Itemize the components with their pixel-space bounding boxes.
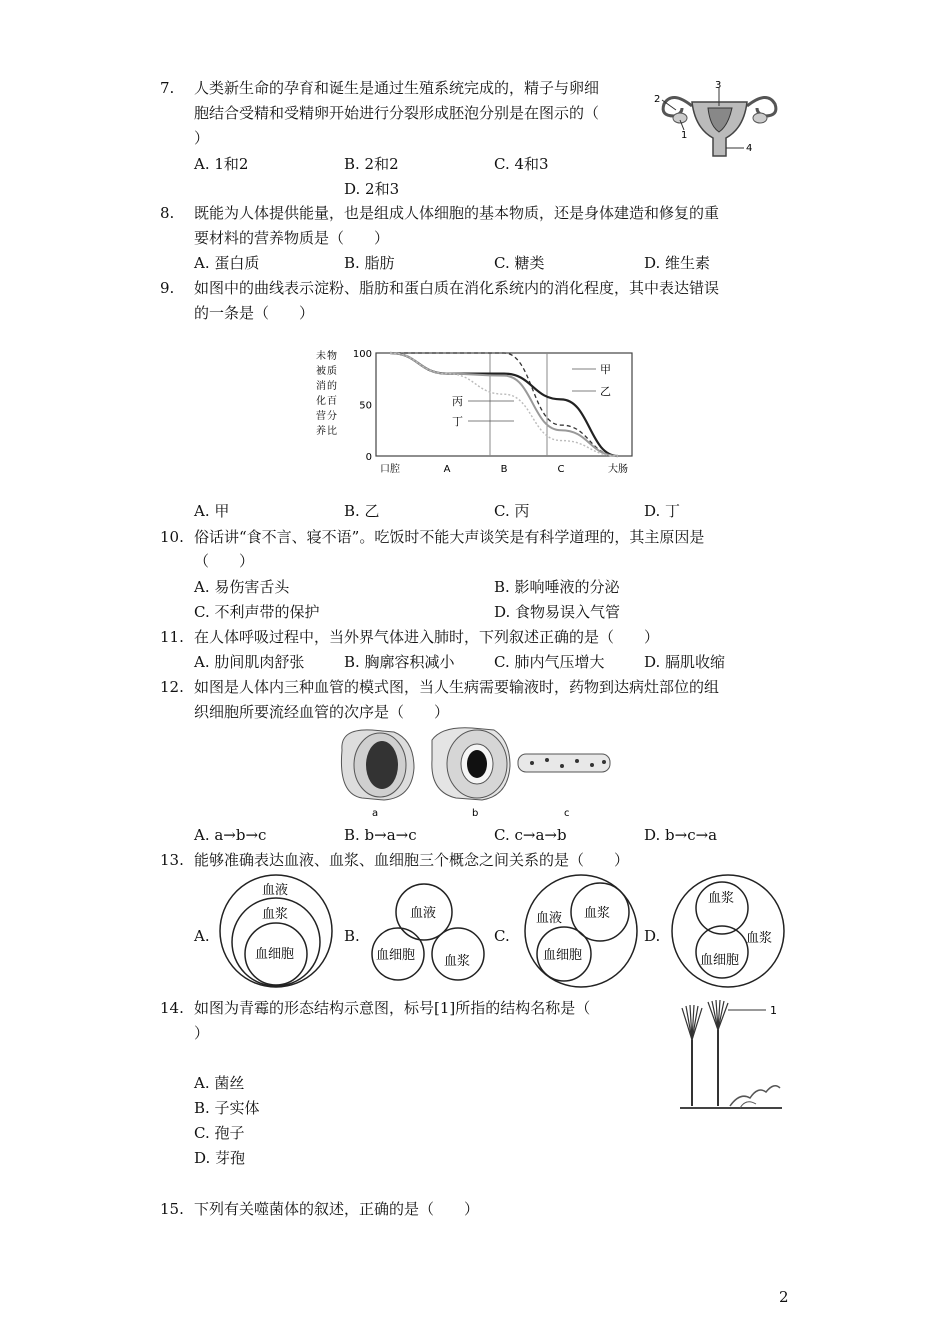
question-10-line2: （ ） — [194, 552, 255, 570]
venn-b — [368, 880, 490, 982]
option-a: A. a→b→c — [194, 826, 267, 844]
option-a: A. 肋间肌肉舒张 — [194, 653, 305, 671]
question-12-line2: 织细胞所要流经血管的次序是（ ） — [194, 703, 450, 721]
x-tick-label: C — [557, 464, 565, 475]
option-b: B. 胸廓容积减小 — [344, 653, 455, 671]
y-axis-label-char: 物 — [327, 351, 337, 362]
legend-label-甲: 甲 — [600, 363, 611, 376]
option-b-letter: B. — [344, 927, 360, 945]
option-b: B. b→a→c — [344, 826, 417, 844]
y-axis-label-char: 消 — [316, 381, 326, 392]
question-8-line2: 要材料的营养物质是（ ） — [194, 229, 390, 247]
option-a-letter: A. — [194, 927, 210, 945]
term-cells: 血细胞 — [700, 953, 740, 968]
option-c: C. 孢子 — [194, 1124, 245, 1142]
option-c: C. 糖类 — [494, 254, 545, 272]
option-c: C. 肺内气压增大 — [494, 653, 605, 671]
option-d-letter: D. — [644, 927, 661, 945]
term-cells: 血细胞 — [543, 948, 583, 963]
option-d: D. b→c→a — [644, 826, 718, 844]
question-number: 15. — [160, 1200, 184, 1218]
x-tick-label: 大肠 — [608, 464, 628, 475]
question-text: 能够准确表达血液、血浆、血细胞三个概念之间关系的是（ ） — [194, 851, 630, 869]
question-9-line2: 的一条是（ ） — [194, 304, 315, 322]
fig-label-c: c — [564, 808, 570, 819]
venn-a — [218, 872, 338, 990]
term-plasma: 血浆 — [584, 906, 611, 921]
option-a: A. 菌丝 — [194, 1074, 245, 1092]
y-axis-label-char: 的 — [327, 381, 337, 392]
option-b: B. 乙 — [344, 502, 380, 520]
legend-label-乙: 乙 — [600, 385, 611, 398]
venn-d — [670, 872, 790, 990]
question-number: 14. — [160, 999, 184, 1017]
term-plasma: 血浆 — [708, 891, 735, 906]
term-cells: 血细胞 — [376, 948, 416, 963]
fig-label-2: 2 — [654, 94, 661, 105]
option-b: B. 2和2 — [344, 155, 399, 173]
x-tick-label: B — [500, 464, 508, 475]
option-c-letter: C. — [494, 927, 510, 945]
option-d: D. 芽孢 — [194, 1149, 246, 1167]
question-number: 9. — [160, 279, 175, 297]
question-text: 如图中的曲线表示淀粉、脂肪和蛋白质在消化系统内的消化程度，其中表达错误 — [194, 279, 720, 297]
option-a: A. 甲 — [194, 502, 230, 520]
y-axis-label-char: 质 — [327, 366, 337, 377]
fig-label-1: 1 — [770, 1004, 777, 1017]
y-tick-label: 0 — [365, 452, 372, 463]
y-axis-label-char: 百 — [327, 396, 337, 407]
term-cells: 血细胞 — [255, 947, 295, 962]
vessel-b — [432, 728, 510, 819]
question-number: 10. — [160, 528, 184, 546]
option-c: C. c→a→b — [494, 826, 567, 844]
term-blood: 血液 — [410, 906, 437, 921]
term-blood: 血液 — [262, 883, 289, 898]
question-number: 13. — [160, 851, 184, 869]
x-tick-label: A — [443, 464, 451, 475]
y-tick-label: 50 — [359, 400, 372, 412]
y-axis-label-char: 未 — [316, 351, 326, 362]
option-d: D. 维生素 — [644, 254, 711, 272]
y-axis-label-char: 养 — [316, 426, 326, 437]
fig-label-a: a — [372, 808, 379, 819]
y-axis-label-char: 化 — [316, 396, 326, 407]
y-axis-label-char: 分 — [327, 411, 337, 422]
question-text: 俗话讲“食不言、寝不语”。吃饭时不能大声谈笑是有科学道理的，其主原因是 — [194, 528, 705, 546]
option-c: C. 丙 — [494, 502, 530, 520]
term-plasma: 血浆 — [262, 907, 289, 922]
venn-c — [522, 872, 642, 990]
series-line-乙 — [390, 353, 618, 456]
blood-vessels-figure — [332, 720, 622, 820]
question-number: 7. — [160, 79, 175, 97]
option-d: D. 2和3 — [344, 180, 400, 198]
option-a: A. 易伤害舌头 — [194, 578, 290, 596]
option-d: D. 丁 — [644, 502, 681, 520]
option-c: C. 4和3 — [494, 155, 549, 173]
question-text: 人类新生命的孕育和诞生是通过生殖系统完成的，精子与卵细 — [194, 79, 600, 97]
question-text: 既能为人体提供能量，也是组成人体细胞的基本物质，还是身体建造和修复的重 — [194, 204, 720, 222]
fig-label-4: 4 — [746, 143, 753, 154]
question-7-line3: ） — [194, 129, 210, 147]
question-number: 11. — [160, 628, 184, 646]
question-14-line2: ） — [194, 1024, 210, 1042]
term-plasma: 血浆 — [444, 954, 471, 969]
y-axis-label — [316, 349, 337, 437]
vessel-a — [341, 730, 414, 819]
question-number: 12. — [160, 678, 184, 696]
y-axis-label-char: 营 — [316, 411, 326, 422]
option-a: A. 1和2 — [194, 155, 249, 173]
x-tick-label: 口腔 — [380, 464, 400, 475]
fig-label-3: 3 — [715, 80, 722, 91]
y-tick-label: 100 — [352, 349, 372, 360]
question-7-line2: 胞结合受精和受精卵开始进行分裂形成胚泡分别是在图示的（ — [194, 104, 600, 122]
legend-label-丁: 丁 — [452, 415, 463, 428]
page-number: 2 — [779, 1288, 789, 1306]
option-d: D. 膈肌收缩 — [644, 653, 726, 671]
question-text: 下列有关噬菌体的叙述，正确的是（ ） — [194, 1200, 480, 1218]
term-plasma-outer: 血浆 — [746, 931, 773, 946]
y-axis-label-char: 比 — [327, 426, 337, 437]
option-a: A. 蛋白质 — [194, 254, 260, 272]
vessel-c — [518, 754, 610, 819]
question-text: 如图为青霉的形态结构示意图，标号[1]所指的结构名称是（ — [194, 999, 591, 1017]
question-number: 8. — [160, 204, 175, 222]
legend-label-丙: 丙 — [452, 395, 463, 408]
reproductive-system-figure — [652, 80, 787, 160]
option-c: C. 不利声带的保护 — [194, 603, 320, 621]
digestion-chart — [310, 345, 640, 480]
option-b: B. 影响唾液的分泌 — [494, 578, 620, 596]
option-d: D. 食物易误入气管 — [494, 603, 621, 621]
option-b: B. 脂肪 — [344, 254, 395, 272]
plot-frame — [376, 353, 632, 456]
penicillium-figure — [670, 1000, 790, 1120]
fig-label-b: b — [472, 808, 479, 819]
fig-label-1: 1 — [681, 130, 688, 141]
y-axis-label-char: 被 — [316, 366, 326, 377]
question-text: 如图是人体内三种血管的模式图，当人生病需要输液时，药物到达病灶部位的组 — [194, 678, 720, 696]
question-text: 在人体呼吸过程中，当外界气体进入肺时，下列叙述正确的是（ ） — [194, 628, 660, 646]
term-blood: 血液 — [536, 911, 563, 926]
option-b: B. 子实体 — [194, 1099, 260, 1117]
